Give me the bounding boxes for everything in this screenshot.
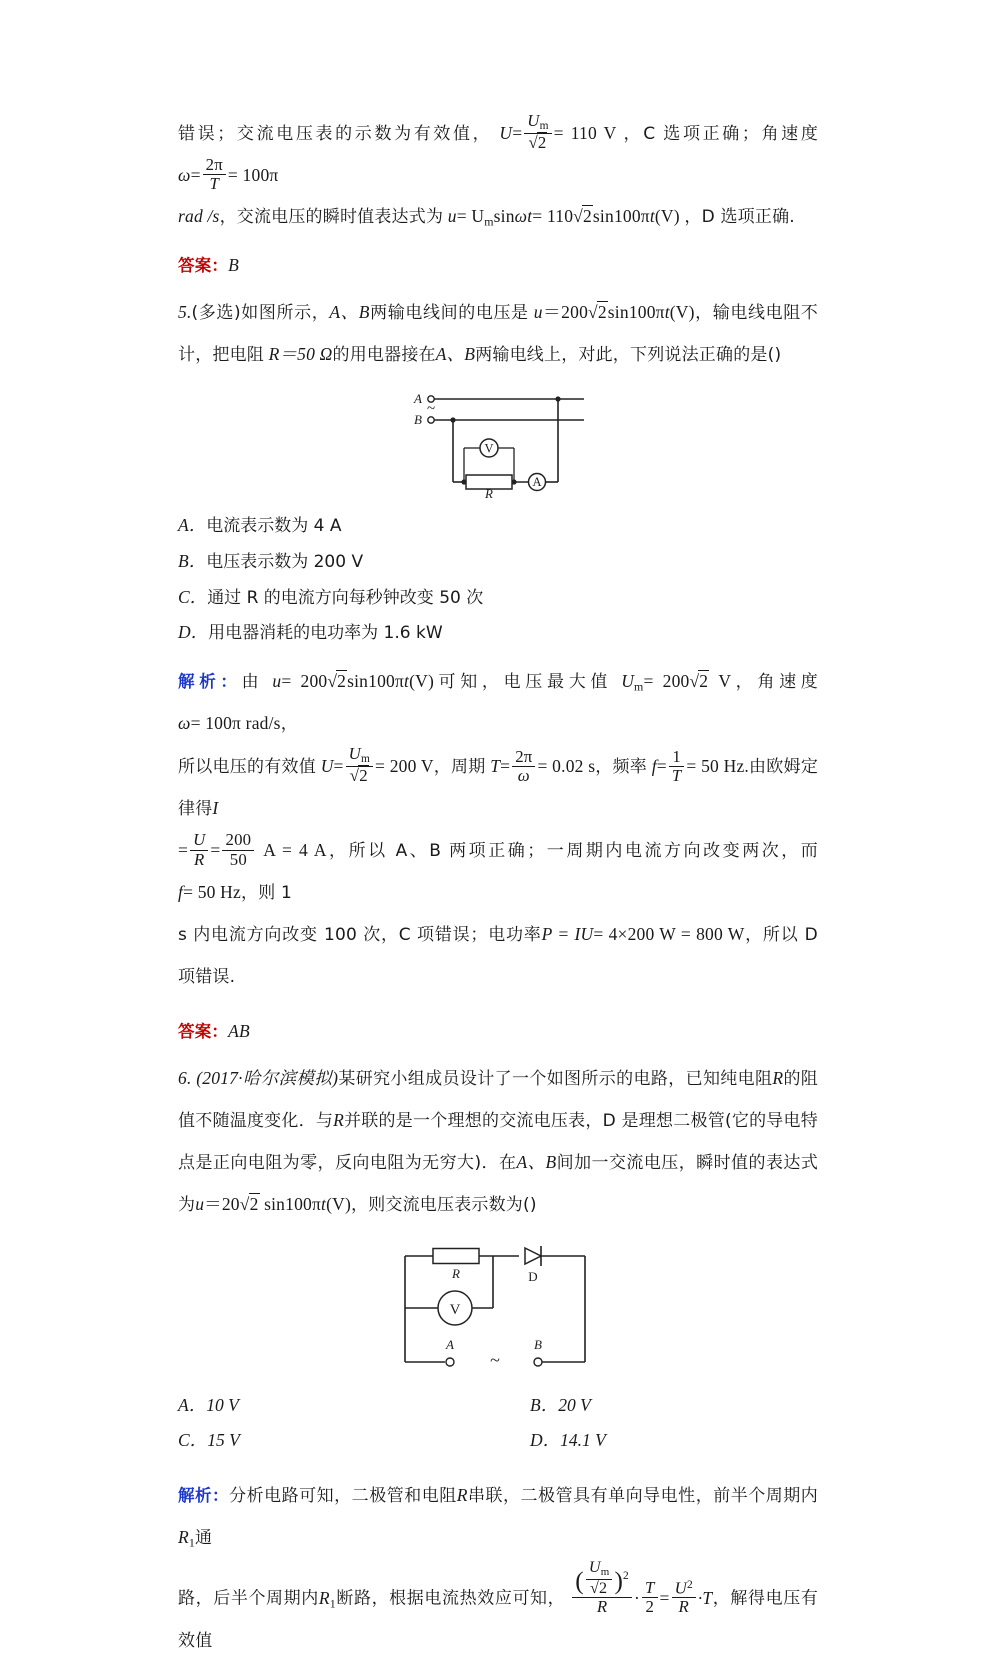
q5-figure: [178, 386, 818, 498]
q5-analysis-line4: [178, 914, 818, 998]
q4-tail-line1: [178, 112, 818, 196]
q6-an-R: R: [456, 1485, 468, 1506]
q6-stem-c: 值不随温度变化．与: [178, 1110, 334, 1131]
q5-stem-d: 把电阻: [212, 344, 265, 365]
q6-an-R1: $R_1$: [178, 1527, 196, 1550]
q5-label-a: A: [414, 390, 422, 406]
q5-terminals-ab2: A、B: [435, 343, 476, 364]
q5-ammeter-label: A: [532, 474, 542, 489]
q6-option-b-text: 20 V: [558, 1394, 591, 1415]
q6-stem-d: 并联的是一个理想的交流电压表，D 是理想二极管(它的导电特点是: [178, 1110, 818, 1173]
q6-label-a: A: [446, 1336, 454, 1352]
q6-options-row-1: [178, 1388, 818, 1424]
q5-option-c[interactable]: [178, 580, 818, 616]
q6-stem-h: ，则交流电压表示数为(: [351, 1194, 530, 1215]
q6-diode-triangle: [525, 1248, 541, 1264]
page-content: [178, 112, 818, 1662]
q6-an-s1: 分析电路可知，二极管和电阻: [229, 1486, 457, 1507]
q6-option-a-key: A．: [178, 1394, 207, 1415]
q6-resistor-label: R: [452, 1265, 460, 1281]
q6-ac-symbol: ~: [490, 1349, 500, 1370]
q5-an-formula-um: $U_m= 200√2$ V: [621, 671, 732, 694]
q5-stem-e: 的用电器接在: [332, 344, 436, 365]
q6-options-row-2: [178, 1423, 818, 1459]
q5-circuit-svg: [398, 386, 598, 498]
q5-an-s3-end: ，: [280, 714, 298, 735]
q5-an-power: P = IU= 4×200 W = 800 W: [541, 923, 745, 944]
q6-option-d-key: D．: [530, 1430, 561, 1451]
q6-resistor-symbol: R: [772, 1067, 784, 1088]
q6-label-b: B: [534, 1336, 542, 1352]
q5-number: 5.: [178, 301, 192, 322]
q5-stem: [178, 292, 818, 376]
q6-an-R1-2: $R_1$: [318, 1587, 336, 1611]
q4-formula-u-rms: U= $\frac{U_m}{√2}$ = 110 V: [499, 111, 617, 152]
q5-an-s4: 所以电压的有效值: [178, 756, 317, 777]
q6-stem: [178, 1058, 818, 1226]
q5-option-c-key: C．: [178, 586, 208, 607]
q5-voltmeter-label: V: [484, 441, 494, 456]
q5-analysis-line1: [178, 661, 818, 745]
q6-voltage-formula: u＝20√2: [195, 1193, 259, 1214]
q5-stem-a: 如图所示，: [240, 302, 330, 323]
q5-an-formula-omega: ω= 100π rad/s: [178, 713, 281, 734]
q4-unit-rad: rad /s: [178, 205, 220, 226]
q5-an-s10-end: ，所以 D 项错误.: [178, 924, 818, 987]
q5-an-current-I: I: [212, 797, 219, 818]
q5-option-d-key: D．: [178, 622, 209, 643]
q5-option-b[interactable]: [178, 544, 818, 580]
q5-resistor-label: R: [485, 485, 493, 498]
q6-terminal-a: [446, 1358, 454, 1366]
q6-stem-i: ): [529, 1194, 537, 1215]
q4-text-c: ，交流电压的瞬时值表达式为: [219, 206, 444, 227]
q5-an-s6: ，频率: [595, 756, 648, 777]
q5-option-c-text: 通过 R 的电流方向每秒钟改变 50 次: [207, 587, 484, 608]
q5-option-a-text: 电流表示数为 4 A: [206, 515, 342, 536]
q6-option-c-text: 15 V: [207, 1430, 240, 1451]
q5-option-b-key: B．: [178, 550, 207, 571]
q5-an-formula-1: u= 200√2sin100πt(V): [272, 671, 434, 692]
q6-stem-b: 的阻: [783, 1068, 819, 1089]
q5-an-formula-freq: f= $\frac{1}{T}$ = 50 Hz.: [651, 746, 749, 785]
q5-label-b: B: [414, 411, 422, 427]
q6-stem-e: 正向电阻为零，反向电阻为无穷大)．在: [212, 1152, 517, 1173]
q6-an-heat-equation: ( $\frac{U_m}{√2}$ )$^2$ R · $\frac{T}{2}$ = $\frac{U^2}{R}$ ·T: [570, 1588, 712, 1608]
q4-text-b: ，C 选项正确；角速度: [623, 123, 819, 144]
q6-an-s4: ，解得电压有效值: [178, 1588, 819, 1651]
q4-text-a: 错误；交流电压表的示数为有效值，: [178, 123, 493, 144]
q4-text-d: ，D 选项正确.: [684, 206, 795, 227]
q5-an-s7: 由欧姆定律得: [178, 756, 819, 819]
q5-an-s3: ，角速度: [731, 672, 818, 693]
q6-number: 6.: [178, 1067, 192, 1088]
q6-option-c-key: C．: [178, 1430, 208, 1451]
q5-option-d-text: 用电器消耗的电功率为 1.6 kW: [208, 623, 443, 644]
q5-analysis-line3: [178, 830, 818, 914]
q6-option-d[interactable]: [530, 1423, 790, 1459]
q6-resistor-symbol-2: R: [333, 1109, 345, 1130]
q6-source: (2017·哈尔滨模拟): [196, 1067, 339, 1088]
q5-terminal-b: [428, 417, 434, 423]
q6-option-c[interactable]: [178, 1423, 530, 1459]
q6-an-s2-end: 通: [195, 1528, 213, 1549]
q5-an-freq-val: f= 50 Hz: [178, 881, 241, 902]
q5-stem-g: ): [774, 344, 782, 365]
q5-stem-b: 两输电线间的电压是: [369, 302, 529, 323]
q5-answer-value: AB: [228, 1020, 250, 1041]
q5-voltage-formula: u＝200√2sin100πt(V): [533, 301, 695, 322]
q5-option-a[interactable]: [178, 508, 818, 544]
q5-resistor-symbol: R: [268, 343, 280, 364]
q5-option-a-key: A．: [178, 514, 207, 535]
q6-analysis-line1: [178, 1475, 818, 1559]
q5-an-formula-ohm: = $\frac{U}{R}$ = $\frac{200}{50}$ A = 4 A: [178, 830, 327, 869]
q5-an-s9-end: ，则 1: [241, 882, 293, 903]
q6-voltage-formula-2: sin100πt(V): [264, 1193, 351, 1214]
q5-an-formula-urms: U= $\frac{U_m}{√2}$ = 200 V: [320, 744, 434, 785]
q4-tail-line2: [178, 196, 818, 238]
q5-answer-row: [178, 1014, 818, 1048]
q6-voltmeter-label: V: [449, 1301, 461, 1318]
q6-an-s2: 串联，二极管具有单向导电性，前半个周期内: [467, 1486, 818, 1507]
q6-resistor-box: [433, 1248, 479, 1263]
q5-ac-symbol: ~: [426, 400, 436, 417]
q6-an-s3: 路，后半个周期内: [178, 1588, 319, 1609]
q5-an-s5: ，周期: [433, 756, 486, 777]
q5-option-b-text: 电压表示数为 200 V: [206, 551, 364, 572]
q6-option-d-text: 14.1 V: [560, 1430, 606, 1451]
answer-label: 答案：: [178, 255, 229, 275]
q6-option-a[interactable]: [178, 1388, 530, 1424]
analysis-label: 解析：: [178, 1486, 230, 1506]
q4-answer-value: B: [228, 254, 239, 275]
q6-diode-label: D: [528, 1268, 538, 1284]
q5-an-s10: s 内电流方向改变 100 次，C 项错误；电功率: [178, 924, 542, 945]
q6-option-b-key: B．: [530, 1394, 559, 1415]
q5-stem-f: 两输电线上，对此，下列说法正确的是(: [475, 344, 775, 365]
q6-an-s3-b: 断路，根据电流热效应可知，: [335, 1588, 566, 1609]
q5-an-s9: ，所以 A、B 两项正确；一周期内电流方向改变两次，而: [326, 840, 819, 861]
q6-stem-a: 某研究小组成员设计了一个如图所示的电路，已知纯电阻: [338, 1068, 773, 1089]
analysis-label: 解析：: [178, 672, 242, 692]
q6-circuit-svg: [383, 1236, 613, 1378]
q4-formula-instant: $u= U_m\sin\omega t= 110√2\sin 100\pi t(V)$: [447, 205, 680, 229]
q6-terminals-ab: A、B: [516, 1151, 557, 1172]
q6-stem-f: 间加一交流电压，瞬时值的表达式为: [178, 1152, 819, 1215]
q4-answer-row: [178, 248, 818, 282]
q5-terminals-ab: A、B: [329, 301, 370, 322]
q4-formula-omega: ω= $\frac{2\pi}{T}$ = 100π: [178, 155, 279, 194]
q5-resistor-value: ＝50 Ω: [279, 343, 333, 364]
q5-stem-c: ，输电线电阻不计，: [178, 302, 819, 365]
q5-an-formula-period: T= $\frac{2\pi}{\omega}$ = 0.02 s: [490, 746, 596, 785]
answer-label: 答案：: [178, 1021, 229, 1041]
q5-option-d[interactable]: [178, 615, 818, 651]
q5-an-s1: 由: [241, 672, 264, 693]
q5-analysis-line2: [178, 745, 818, 830]
q6-figure: [178, 1236, 818, 1378]
q6-option-b[interactable]: [530, 1388, 790, 1424]
q6-terminal-b: [534, 1358, 542, 1366]
q6-analysis-line2: [178, 1559, 818, 1661]
q6-option-a-text: 10 V: [206, 1394, 239, 1415]
q5-an-s2: 可知，电压最大值: [434, 672, 613, 693]
q5-tag: (多选): [191, 302, 241, 323]
